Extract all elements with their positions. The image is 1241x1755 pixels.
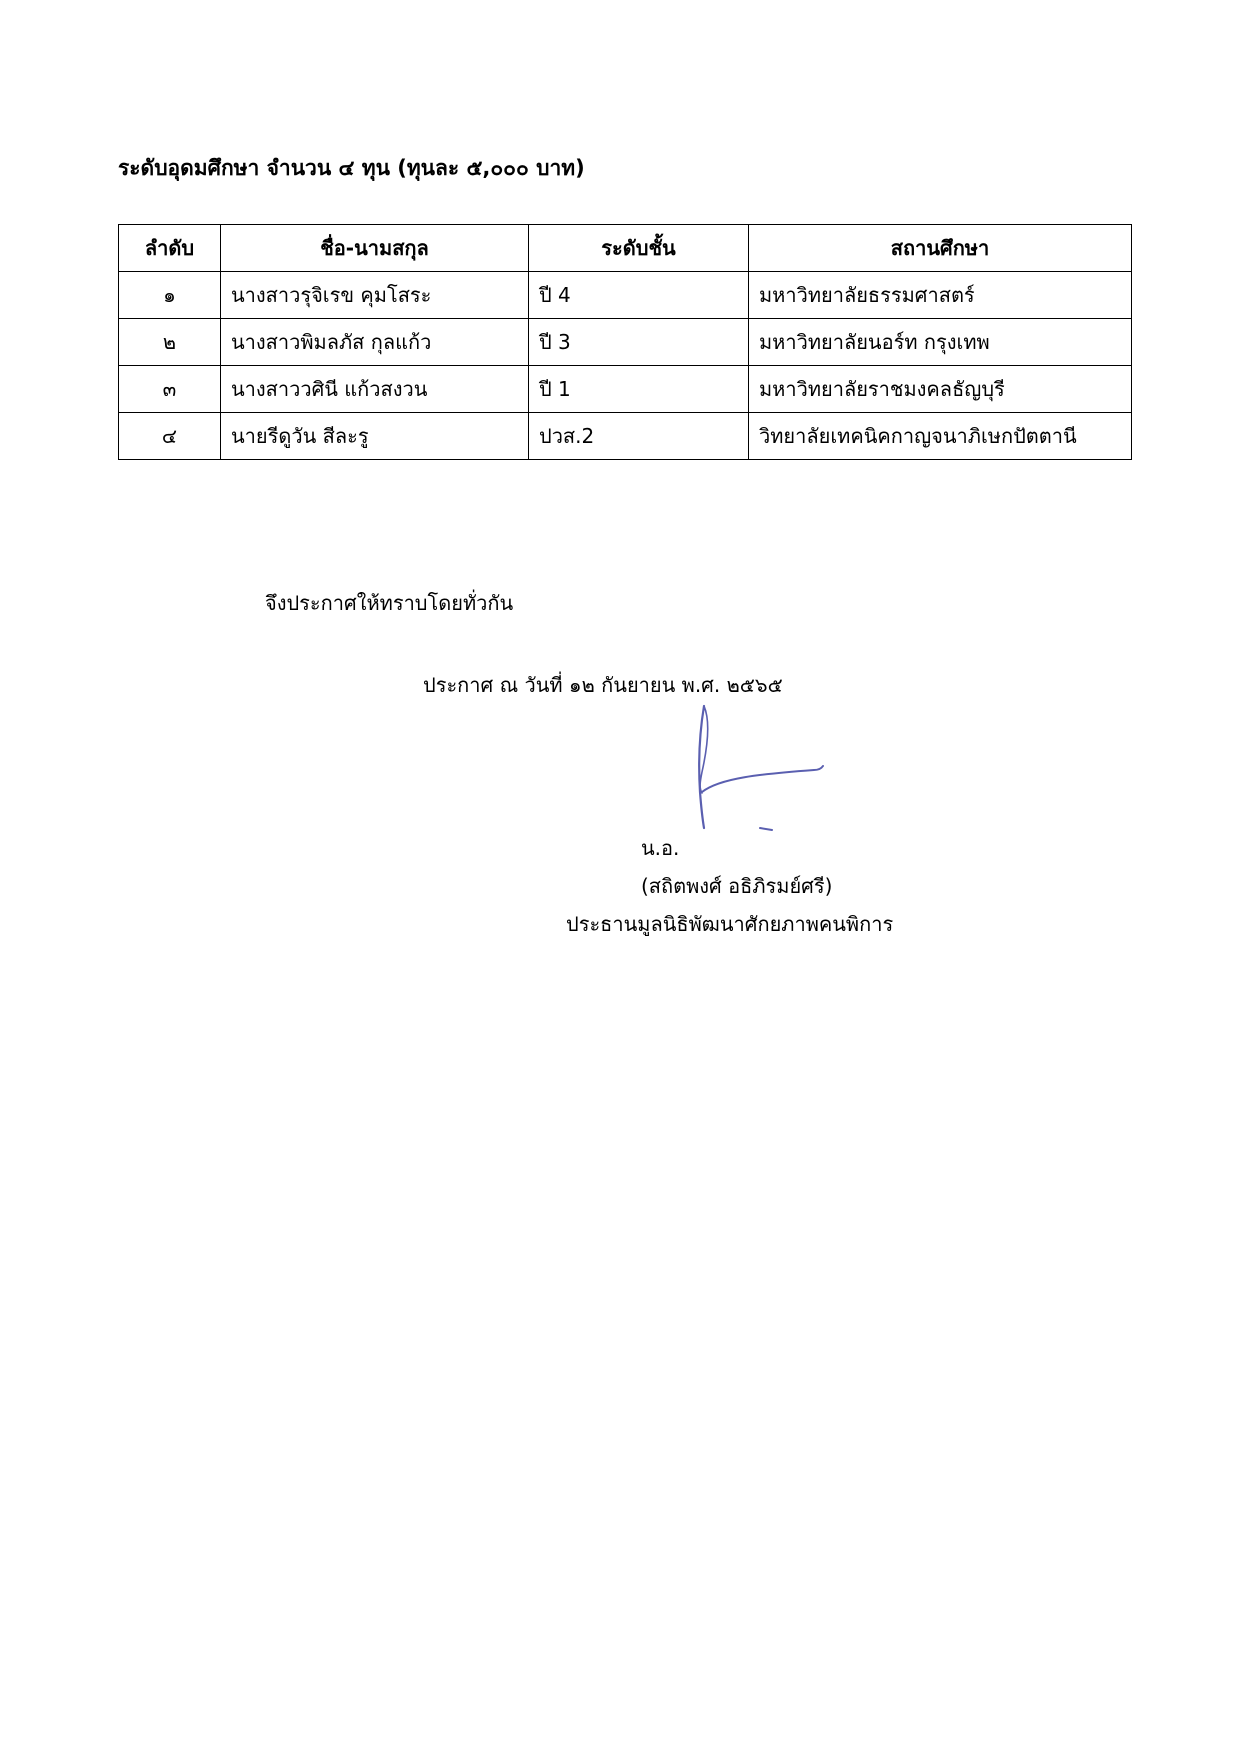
signer-name: (สถิตพงศ์ อธิภิรมย์ศรี) xyxy=(641,874,833,898)
row-name: นายรีดูวัน สีละรู xyxy=(221,413,529,460)
signer-rank: น.อ. xyxy=(641,836,680,860)
table-header-row xyxy=(119,225,1132,272)
table-row xyxy=(119,319,1132,366)
row-no: ๓ xyxy=(119,366,221,413)
table-row xyxy=(119,366,1132,413)
row-name: นางสาวพิมลภัส กุลแก้ว xyxy=(221,319,529,366)
row-level: ปี 3 xyxy=(529,319,749,366)
row-name: นางสาวรุจิเรข คุมโสระ xyxy=(221,272,529,319)
header-school: สถานศึกษา xyxy=(749,225,1132,272)
signer-title: ประธานมูลนิธิพัฒนาศักยภาพคนพิการ xyxy=(566,912,894,936)
row-no: ๑ xyxy=(119,272,221,319)
table-row xyxy=(119,413,1132,460)
row-level: ปี 4 xyxy=(529,272,749,319)
handwritten-signature xyxy=(690,700,850,840)
section-heading: ระดับอุดมศึกษา จำนวน ๔ ทุน (ทุนละ ๕,๐๐๐ บาท) xyxy=(118,156,585,180)
row-level: ปวส.2 xyxy=(529,413,749,460)
row-school: วิทยาลัยเทคนิคกาญจนาภิเษกปัตตานี xyxy=(749,413,1132,460)
announcement-text: จึงประกาศให้ทราบโดยทั่วกัน xyxy=(265,591,514,615)
scholarship-table xyxy=(118,224,1132,460)
row-school: มหาวิทยาลัยราชมงคลธัญบุรี xyxy=(749,366,1132,413)
row-no: ๒ xyxy=(119,319,221,366)
row-school: มหาวิทยาลัยธรรมศาสตร์ xyxy=(749,272,1132,319)
row-school: มหาวิทยาลัยนอร์ท กรุงเทพ xyxy=(749,319,1132,366)
row-no: ๔ xyxy=(119,413,221,460)
date-line: ประกาศ ณ วันที่ ๑๒ กันยายน พ.ศ. ๒๕๖๕ xyxy=(423,673,783,697)
table-row xyxy=(119,272,1132,319)
header-no: ลำดับ xyxy=(119,225,221,272)
row-level: ปี 1 xyxy=(529,366,749,413)
header-name: ชื่อ-นามสกุล xyxy=(221,225,529,272)
header-level: ระดับชั้น xyxy=(529,225,749,272)
row-name: นางสาววศินี แก้วสงวน xyxy=(221,366,529,413)
